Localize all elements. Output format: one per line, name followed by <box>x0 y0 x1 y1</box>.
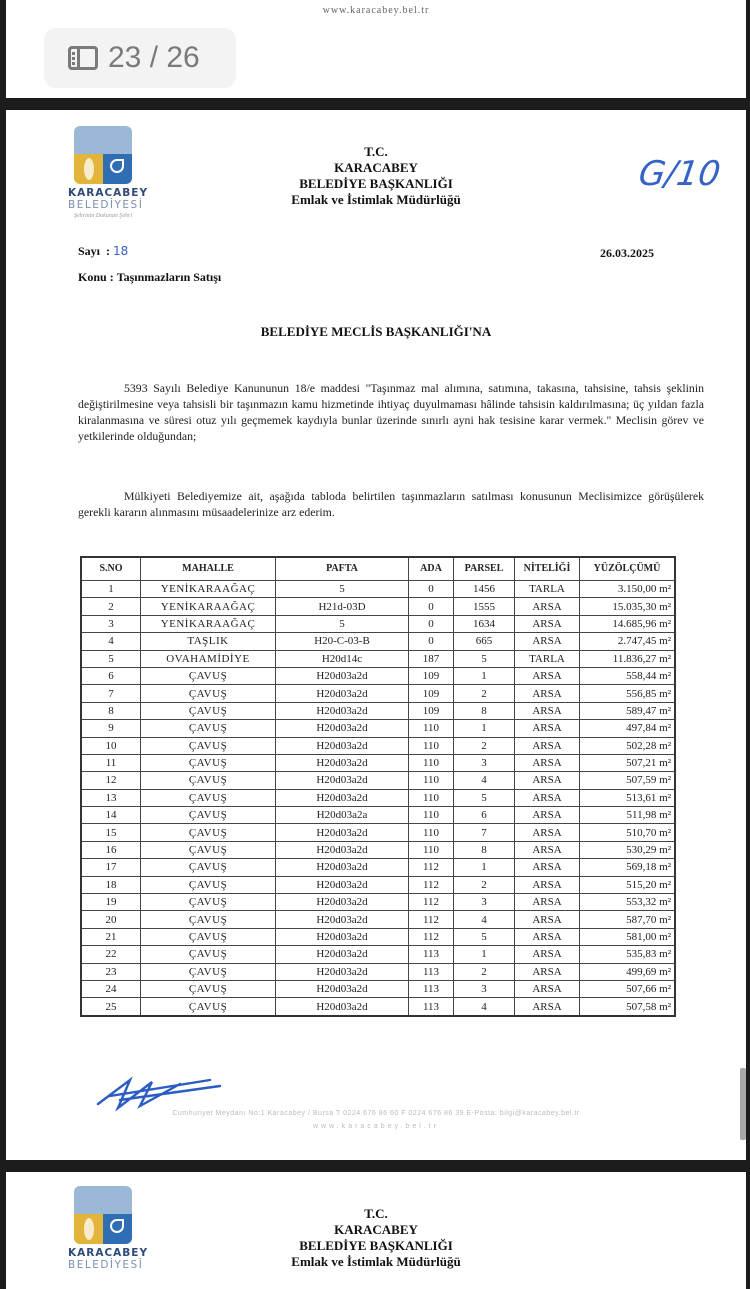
cell-mahalle: ÇAVUŞ <box>141 998 276 1016</box>
cell-ada: 110 <box>409 754 454 771</box>
cell-sno: 4 <box>81 633 141 650</box>
cell-pafta: H20d03a2d <box>276 841 409 858</box>
cell-parsel: 2 <box>454 876 515 893</box>
cell-ada: 110 <box>409 720 454 737</box>
cell-pafta: H20d03a2d <box>276 980 409 997</box>
next-page-letterhead <box>6 1206 746 1270</box>
cell-yuzolcumu: 535,83 m² <box>580 946 676 963</box>
table-row <box>81 980 675 997</box>
cell-mahalle: ÇAVUŞ <box>141 946 276 963</box>
cell-sno: 22 <box>81 946 141 963</box>
cell-sno: 9 <box>81 720 141 737</box>
table-row <box>81 841 675 858</box>
cell-parsel: 5 <box>454 650 515 667</box>
paragraph-legal-basis: 5393 Sayılı Belediye Kanununun 18/e maddesi "Taşınmaz mal alımına, satımına, takasına, tahsisine, tahsis şeklinin değiştirilmesine veya tahsisli bir taşınmazın kamu hizmetinde ihtiyaç duyulmaması hâlinde tahsisin kaldırılmasına; üç yıldan fazla kiralanmasına ve süresi otuz yılı geçmemek kaydıyla bunlar üzerinde sınırlı ayni hak tesisine karar vermek." Meclisin görev ve yetkilerinde olduğundan; <box>78 381 704 443</box>
cell-parsel: 2 <box>454 685 515 702</box>
cell-niteligi: ARSA <box>515 998 580 1016</box>
sayi-label: Sayı <box>78 244 101 258</box>
cell-yuzolcumu: 511,98 m² <box>580 807 676 824</box>
page-indicator[interactable] <box>44 28 236 88</box>
logo-sub: BELEDİYESİ <box>68 199 144 211</box>
cell-parsel: 5 <box>454 928 515 945</box>
col-header-ada: ADA <box>409 557 454 581</box>
addressee: BELEDİYE MECLİS BAŞKANLIĞI'NA <box>260 324 492 339</box>
cell-sno: 7 <box>81 685 141 702</box>
cell-sno: 12 <box>81 772 141 789</box>
letterhead-line-2: KARACABEY <box>334 160 418 175</box>
cell-ada: 113 <box>409 963 454 980</box>
signature <box>90 1074 270 1114</box>
cell-niteligi: ARSA <box>515 859 580 876</box>
cell-niteligi: ARSA <box>515 702 580 719</box>
cell-pafta: H20d03a2d <box>276 737 409 754</box>
cell-ada: 110 <box>409 772 454 789</box>
cell-pafta: H20d03a2d <box>276 859 409 876</box>
cell-yuzolcumu: 530,29 m² <box>580 841 676 858</box>
cell-sno: 11 <box>81 754 141 771</box>
cell-ada: 112 <box>409 894 454 911</box>
col-header-sno: S.NO <box>81 557 141 581</box>
property-table <box>80 556 676 1017</box>
cell-pafta: H20d03a2a <box>276 807 409 824</box>
table-row <box>81 772 675 789</box>
cell-ada: 110 <box>409 789 454 806</box>
cell-parsel: 8 <box>454 841 515 858</box>
cell-mahalle: ÇAVUŞ <box>141 702 276 719</box>
konu-label: Konu <box>78 270 107 284</box>
letterhead-line-4: Emlak ve İstimlak Müdürlüğü <box>291 192 461 207</box>
cell-mahalle: ÇAVUŞ <box>141 859 276 876</box>
table-row <box>81 876 675 893</box>
cell-mahalle: ÇAVUŞ <box>141 772 276 789</box>
table-row <box>81 946 675 963</box>
col-header-pafta: PAFTA <box>276 557 409 581</box>
cell-sno: 2 <box>81 598 141 615</box>
cell-sno: 5 <box>81 650 141 667</box>
cell-sno: 23 <box>81 963 141 980</box>
cell-ada: 0 <box>409 615 454 632</box>
cell-ada: 109 <box>409 685 454 702</box>
cell-parsel: 4 <box>454 911 515 928</box>
letterhead-line-1: T.C. <box>364 144 388 159</box>
cell-niteligi: ARSA <box>515 615 580 632</box>
cell-mahalle: ÇAVUŞ <box>141 720 276 737</box>
cell-niteligi: ARSA <box>515 807 580 824</box>
cell-sno: 21 <box>81 928 141 945</box>
cell-sno: 10 <box>81 737 141 754</box>
cell-parsel: 7 <box>454 824 515 841</box>
cell-ada: 110 <box>409 737 454 754</box>
cell-niteligi: ARSA <box>515 980 580 997</box>
cell-niteligi: ARSA <box>515 685 580 702</box>
letterhead <box>6 144 746 208</box>
cell-ada: 110 <box>409 841 454 858</box>
letterhead-line-3: BELEDİYE BAŞKANLIĞI <box>299 176 453 191</box>
cell-pafta: H20d03a2d <box>276 702 409 719</box>
table-row <box>81 598 675 615</box>
cell-parsel: 2 <box>454 963 515 980</box>
document-page <box>6 110 746 1160</box>
cell-niteligi: ARSA <box>515 737 580 754</box>
konu-value: Taşınmazların Satışı <box>116 270 222 284</box>
cell-mahalle: ÇAVUŞ <box>141 754 276 771</box>
cell-yuzolcumu: 15.035,30 m² <box>580 598 676 615</box>
document-date: 26.03.2025 <box>600 246 654 260</box>
cell-mahalle: ÇAVUŞ <box>141 824 276 841</box>
cell-pafta: 5 <box>276 581 409 598</box>
cell-mahalle: ÇAVUŞ <box>141 737 276 754</box>
cell-niteligi: ARSA <box>515 963 580 980</box>
cell-ada: 113 <box>409 946 454 963</box>
sayi-row: Sayı : 18 <box>78 244 129 258</box>
cell-mahalle: ÇAVUŞ <box>141 911 276 928</box>
table-row <box>81 754 675 771</box>
cell-pafta: H20d03a2d <box>276 772 409 789</box>
table-row <box>81 615 675 632</box>
cell-sno: 13 <box>81 789 141 806</box>
cell-niteligi: ARSA <box>515 720 580 737</box>
cell-yuzolcumu: 14.685,96 m² <box>580 615 676 632</box>
cell-yuzolcumu: 3.150,00 m² <box>580 581 676 598</box>
table-row <box>81 667 675 684</box>
table-row <box>81 894 675 911</box>
cell-sno: 17 <box>81 859 141 876</box>
logo-name: KARACABEY <box>68 187 149 199</box>
paragraph-request: Mülkiyeti Belediyemize ait, aşağıda tabloda belirtilen taşınmazların satılması konusunun Meclisimizce görüşülerek gerekli kararın alınmasını müsaadelerinize arz ederim. <box>78 489 704 519</box>
cell-yuzolcumu: 581,00 m² <box>580 928 676 945</box>
cell-sno: 6 <box>81 667 141 684</box>
cell-parsel: 1 <box>454 946 515 963</box>
table-row <box>81 581 675 598</box>
cell-ada: 109 <box>409 667 454 684</box>
cell-yuzolcumu: 507,59 m² <box>580 772 676 789</box>
cell-ada: 0 <box>409 581 454 598</box>
cell-ada: 110 <box>409 807 454 824</box>
sayi-value: 18 <box>113 244 129 258</box>
table-row <box>81 720 675 737</box>
cell-pafta: H20d03a2d <box>276 667 409 684</box>
cell-mahalle: ÇAVUŞ <box>141 928 276 945</box>
cell-mahalle: TAŞLIK <box>141 633 276 650</box>
logo-name: KARACABEY <box>68 1247 149 1259</box>
cell-ada: 113 <box>409 998 454 1016</box>
cell-sno: 1 <box>81 581 141 598</box>
cell-sno: 24 <box>81 980 141 997</box>
cell-sno: 15 <box>81 824 141 841</box>
cell-parsel: 3 <box>454 754 515 771</box>
cell-mahalle: ÇAVUŞ <box>141 841 276 858</box>
cell-ada: 112 <box>409 859 454 876</box>
cell-yuzolcumu: 11.836,27 m² <box>580 650 676 667</box>
cell-pafta: H20d03a2d <box>276 876 409 893</box>
cell-parsel: 6 <box>454 807 515 824</box>
letterhead-line-1: T.C. <box>364 1206 388 1221</box>
cell-ada: 0 <box>409 598 454 615</box>
cell-parsel: 4 <box>454 998 515 1016</box>
footer-web: www.karacabey.bel.tr <box>312 1123 439 1130</box>
cell-pafta: H20d03a2d <box>276 789 409 806</box>
cell-ada: 112 <box>409 928 454 945</box>
handwritten-note: G/10 <box>636 154 723 194</box>
cell-parsel: 4 <box>454 772 515 789</box>
cell-yuzolcumu: 507,66 m² <box>580 980 676 997</box>
cell-niteligi: ARSA <box>515 772 580 789</box>
cell-mahalle: ÇAVUŞ <box>141 807 276 824</box>
cell-yuzolcumu: 513,61 m² <box>580 789 676 806</box>
cell-sno: 14 <box>81 807 141 824</box>
table-row <box>81 911 675 928</box>
table-row <box>81 737 675 754</box>
cell-sno: 20 <box>81 911 141 928</box>
scrollbar-thumb[interactable] <box>740 1068 746 1140</box>
table-row <box>81 650 675 667</box>
cell-pafta: H20d03a2d <box>276 824 409 841</box>
table-row <box>81 807 675 824</box>
cell-pafta: H20d03a2d <box>276 963 409 980</box>
cell-niteligi: ARSA <box>515 598 580 615</box>
cell-niteligi: ARSA <box>515 789 580 806</box>
cell-pafta: H20d03a2d <box>276 928 409 945</box>
cell-parsel: 1634 <box>454 615 515 632</box>
cell-parsel: 5 <box>454 789 515 806</box>
table-row <box>81 824 675 841</box>
cell-yuzolcumu: 558,44 m² <box>580 667 676 684</box>
cell-pafta: H20d14c <box>276 650 409 667</box>
cell-niteligi: ARSA <box>515 841 580 858</box>
cell-pafta: H20-C-03-B <box>276 633 409 650</box>
cell-mahalle: OVAHAMİDİYE <box>141 650 276 667</box>
cell-pafta: H20d03a2d <box>276 754 409 771</box>
cell-mahalle: YENİKARAAĞAÇ <box>141 581 276 598</box>
cell-mahalle: ÇAVUŞ <box>141 789 276 806</box>
cell-sno: 19 <box>81 894 141 911</box>
col-header-niteligi: NİTELİĞİ <box>515 557 580 581</box>
cell-pafta: H20d03a2d <box>276 946 409 963</box>
col-header-mahalle: MAHALLE <box>141 557 276 581</box>
cell-parsel: 1 <box>454 859 515 876</box>
cell-niteligi: ARSA <box>515 754 580 771</box>
cell-parsel: 2 <box>454 737 515 754</box>
cell-niteligi: ARSA <box>515 911 580 928</box>
cell-ada: 113 <box>409 980 454 997</box>
cell-sno: 16 <box>81 841 141 858</box>
cell-yuzolcumu: 2.747,45 m² <box>580 633 676 650</box>
footer-address: Cumhuriyet Meydanı No:1 Karacabey / Bursa T 0224 676 86 60 F 0224 676 86 39 E-Posta: bilgi@karacabey.bel.tr <box>172 1110 580 1117</box>
logo-motto: Şehrinin Dokunan Şehri <box>74 213 132 219</box>
cell-niteligi: ARSA <box>515 633 580 650</box>
cell-pafta: H20d03a2d <box>276 911 409 928</box>
cell-yuzolcumu: 507,58 m² <box>580 998 676 1016</box>
cell-sno: 3 <box>81 615 141 632</box>
cell-niteligi: ARSA <box>515 928 580 945</box>
table-header-row <box>81 557 675 581</box>
cell-sno: 8 <box>81 702 141 719</box>
cell-niteligi: ARSA <box>515 946 580 963</box>
cell-mahalle: ÇAVUŞ <box>141 894 276 911</box>
cell-parsel: 1456 <box>454 581 515 598</box>
cell-ada: 112 <box>409 876 454 893</box>
cell-mahalle: YENİKARAAĞAÇ <box>141 615 276 632</box>
cell-mahalle: ÇAVUŞ <box>141 876 276 893</box>
cell-niteligi: ARSA <box>515 824 580 841</box>
cell-mahalle: ÇAVUŞ <box>141 667 276 684</box>
cell-pafta: H20d03a2d <box>276 894 409 911</box>
previous-page <box>6 0 746 98</box>
cell-mahalle: ÇAVUŞ <box>141 980 276 997</box>
cell-ada: 0 <box>409 633 454 650</box>
cell-parsel: 665 <box>454 633 515 650</box>
cell-mahalle: YENİKARAAĞAÇ <box>141 598 276 615</box>
cell-niteligi: ARSA <box>515 894 580 911</box>
cell-sno: 25 <box>81 998 141 1016</box>
cell-niteligi: TARLA <box>515 581 580 598</box>
cell-yuzolcumu: 499,69 m² <box>580 963 676 980</box>
cell-parsel: 3 <box>454 894 515 911</box>
cell-yuzolcumu: 553,32 m² <box>580 894 676 911</box>
cell-yuzolcumu: 515,20 m² <box>580 876 676 893</box>
table-row <box>81 789 675 806</box>
cell-yuzolcumu: 502,28 m² <box>580 737 676 754</box>
cell-niteligi: ARSA <box>515 667 580 684</box>
cell-pafta: H20d03a2d <box>276 685 409 702</box>
letterhead-line-2: KARACABEY <box>334 1222 418 1237</box>
page-indicator-text: 23 / 26 <box>108 41 200 74</box>
cell-mahalle: ÇAVUŞ <box>141 685 276 702</box>
previous-page-footer-web: www.karacabey.bel.tr <box>322 5 430 16</box>
cell-sno: 18 <box>81 876 141 893</box>
cell-ada: 187 <box>409 650 454 667</box>
cell-yuzolcumu: 569,18 m² <box>580 859 676 876</box>
cell-ada: 110 <box>409 824 454 841</box>
cell-yuzolcumu: 587,70 m² <box>580 911 676 928</box>
table-row <box>81 859 675 876</box>
cell-pafta: H20d03a2d <box>276 720 409 737</box>
cell-yuzolcumu: 510,70 m² <box>580 824 676 841</box>
cell-yuzolcumu: 589,47 m² <box>580 702 676 719</box>
cell-yuzolcumu: 556,85 m² <box>580 685 676 702</box>
table-row <box>81 998 675 1016</box>
cell-ada: 112 <box>409 911 454 928</box>
cell-ada: 109 <box>409 702 454 719</box>
next-page <box>6 1172 746 1289</box>
table-row <box>81 685 675 702</box>
konu-row: Konu : Taşınmazların Satışı <box>78 270 222 284</box>
table-row <box>81 633 675 650</box>
table-row <box>81 963 675 980</box>
cell-parsel: 1 <box>454 667 515 684</box>
cell-pafta: 5 <box>276 615 409 632</box>
sidebar-panel-icon <box>68 46 98 70</box>
cell-yuzolcumu: 497,84 m² <box>580 720 676 737</box>
cell-niteligi: ARSA <box>515 876 580 893</box>
table-row <box>81 928 675 945</box>
letterhead-line-4: Emlak ve İstimlak Müdürlüğü <box>291 1254 461 1269</box>
table-row <box>81 702 675 719</box>
letterhead-line-3: BELEDİYE BAŞKANLIĞI <box>299 1238 453 1253</box>
cell-pafta: H21d-03D <box>276 598 409 615</box>
cell-parsel: 1555 <box>454 598 515 615</box>
col-header-parsel: PARSEL <box>454 557 515 581</box>
logo-sub: BELEDİYESİ <box>68 1259 144 1271</box>
cell-parsel: 8 <box>454 702 515 719</box>
cell-parsel: 3 <box>454 980 515 997</box>
cell-niteligi: TARLA <box>515 650 580 667</box>
cell-mahalle: ÇAVUŞ <box>141 963 276 980</box>
col-header-yuzolcumu: YÜZÖLÇÜMÜ <box>580 557 676 581</box>
cell-parsel: 1 <box>454 720 515 737</box>
cell-yuzolcumu: 507,21 m² <box>580 754 676 771</box>
cell-pafta: H20d03a2d <box>276 998 409 1016</box>
table-body <box>81 581 675 1016</box>
